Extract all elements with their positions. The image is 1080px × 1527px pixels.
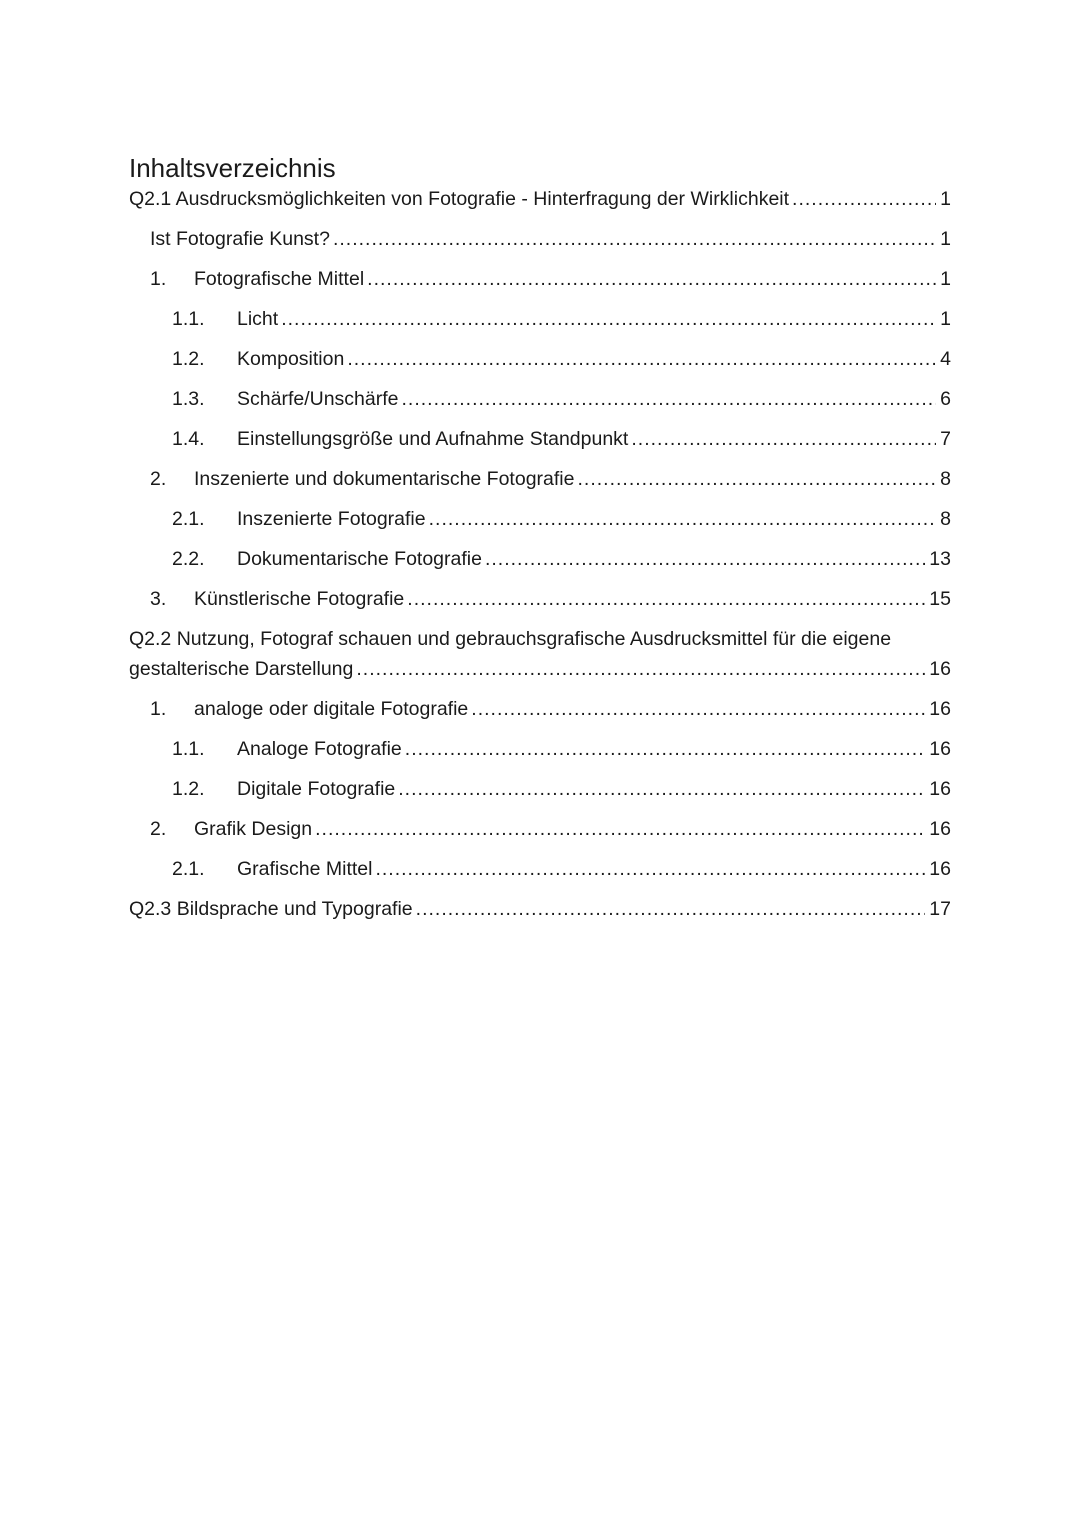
table-of-contents bbox=[129, 150, 951, 934]
toc-entry-inszenierte-und-dokumentarische[interactable] bbox=[129, 464, 951, 494]
dot-leader bbox=[429, 504, 937, 534]
toc-page-number: 16 bbox=[929, 658, 951, 680]
toc-entry-q2-2[interactable] bbox=[129, 624, 951, 684]
toc-page-number: 8 bbox=[940, 508, 951, 530]
dot-leader bbox=[402, 384, 937, 414]
toc-entry-number: 2.2. bbox=[172, 548, 205, 570]
toc-page-number: 16 bbox=[929, 858, 951, 880]
toc-entry-number: 1.1. bbox=[172, 308, 205, 330]
dot-leader bbox=[485, 544, 925, 574]
toc-entry-number: 1.1. bbox=[172, 738, 205, 760]
toc-entry-text: Ist Fotografie Kunst? bbox=[150, 228, 330, 250]
toc-page-number: 16 bbox=[929, 818, 951, 840]
toc-entry-text: Q2.1 Ausdrucksmöglichkeiten von Fotografie - Hinterfragung der Wirklichkeit bbox=[129, 188, 790, 210]
toc-page-number: 16 bbox=[929, 738, 951, 760]
dot-leader bbox=[416, 894, 926, 924]
toc-entry-inszenierte-fotografie[interactable] bbox=[129, 504, 951, 534]
toc-entry-licht[interactable] bbox=[129, 304, 951, 334]
toc-page-number: 16 bbox=[929, 698, 951, 720]
dot-leader bbox=[405, 734, 926, 764]
toc-entry-number: 2. bbox=[150, 468, 167, 490]
toc-entry-text: Komposition bbox=[237, 348, 345, 370]
toc-page-number: 1 bbox=[940, 228, 951, 250]
dot-leader bbox=[356, 654, 925, 684]
toc-entry-digitale-fotografie[interactable] bbox=[129, 774, 951, 804]
dot-leader bbox=[407, 584, 925, 614]
toc-page-number: 15 bbox=[929, 588, 951, 610]
dot-leader bbox=[792, 184, 936, 214]
toc-page-number: 1 bbox=[940, 188, 951, 210]
toc-page-number: 7 bbox=[940, 428, 951, 450]
toc-entry-q2-1[interactable] bbox=[129, 184, 951, 214]
toc-entry-text: Inszenierte und dokumentarische Fotografie bbox=[194, 468, 575, 490]
toc-entry-text: Analoge Fotografie bbox=[237, 738, 402, 760]
dot-leader bbox=[631, 424, 936, 454]
toc-entry-kuenstlerische-fotografie[interactable] bbox=[129, 584, 951, 614]
toc-entry-text: Schärfe/Unschärfe bbox=[237, 388, 399, 410]
toc-entry-q2-3[interactable] bbox=[129, 894, 951, 924]
toc-page-number: 1 bbox=[940, 268, 951, 290]
dot-leader bbox=[367, 264, 936, 294]
toc-entry-analoge-oder-digitale[interactable] bbox=[129, 694, 951, 724]
toc-page-number: 16 bbox=[929, 778, 951, 800]
toc-entry-text: Inszenierte Fotografie bbox=[237, 508, 426, 530]
dot-leader bbox=[281, 304, 936, 334]
toc-entry-number: 1.3. bbox=[172, 388, 205, 410]
toc-entry-text: Fotografische Mittel bbox=[194, 268, 365, 290]
toc-entry-text: Dokumentarische Fotografie bbox=[237, 548, 482, 570]
toc-entry-einstellungsgroesse[interactable] bbox=[129, 424, 951, 454]
toc-entry-text: Grafische Mittel bbox=[237, 858, 373, 880]
dot-leader bbox=[315, 814, 925, 844]
toc-entry-ist-fotografie-kunst[interactable] bbox=[129, 224, 951, 254]
toc-entry-text: Einstellungsgröße und Aufnahme Standpunkt bbox=[237, 428, 629, 450]
dot-leader bbox=[577, 464, 936, 494]
toc-page-number: 4 bbox=[940, 348, 951, 370]
toc-entry-number: 1. bbox=[150, 268, 167, 290]
toc-entry-number: 3. bbox=[150, 588, 167, 610]
toc-entry-number: 1. bbox=[150, 698, 167, 720]
dot-leader bbox=[471, 694, 925, 724]
toc-entry-dokumentarische-fotografie[interactable] bbox=[129, 544, 951, 574]
dot-leader bbox=[333, 224, 936, 254]
toc-entry-text: Digitale Fotografie bbox=[237, 778, 396, 800]
dot-leader bbox=[375, 854, 925, 884]
toc-page-number: 17 bbox=[929, 898, 951, 920]
toc-page-number: 6 bbox=[940, 388, 951, 410]
toc-entry-fotografische-mittel[interactable] bbox=[129, 264, 951, 294]
toc-entry-number: 1.2. bbox=[172, 778, 205, 800]
dot-leader bbox=[347, 344, 936, 374]
toc-entry-text-line1: Q2.2 Nutzung, Fotograf schauen und gebrauchsgrafische Ausdrucksmittel für die eigene bbox=[129, 628, 892, 650]
toc-entry-text-line2: gestalterische Darstellung bbox=[129, 658, 354, 680]
toc-entry-text: Künstlerische Fotografie bbox=[194, 588, 405, 610]
toc-entry-text: Licht bbox=[237, 308, 279, 330]
toc-entry-schaerfe-unschaerfe[interactable] bbox=[129, 384, 951, 414]
toc-entry-number: 2. bbox=[150, 818, 167, 840]
toc-entry-number: 2.1. bbox=[172, 508, 205, 530]
toc-entry-text: Q2.3 Bildsprache und Typografie bbox=[129, 898, 413, 920]
dot-leader bbox=[398, 774, 925, 804]
toc-page-number: 13 bbox=[929, 548, 951, 570]
toc-entry-grafische-mittel[interactable] bbox=[129, 854, 951, 884]
toc-title: Inhaltsverzeichnis bbox=[129, 153, 336, 183]
toc-entry-text: Grafik Design bbox=[194, 818, 313, 840]
toc-page-number: 8 bbox=[940, 468, 951, 490]
toc-page-number: 1 bbox=[940, 308, 951, 330]
toc-entry-text: analoge oder digitale Fotografie bbox=[194, 698, 469, 720]
toc-entry-komposition[interactable] bbox=[129, 344, 951, 374]
toc-entry-analoge-fotografie[interactable] bbox=[129, 734, 951, 764]
toc-entry-number: 1.4. bbox=[172, 428, 205, 450]
toc-entry-number: 2.1. bbox=[172, 858, 205, 880]
toc-entry-number: 1.2. bbox=[172, 348, 205, 370]
toc-entry-grafik-design[interactable] bbox=[129, 814, 951, 844]
